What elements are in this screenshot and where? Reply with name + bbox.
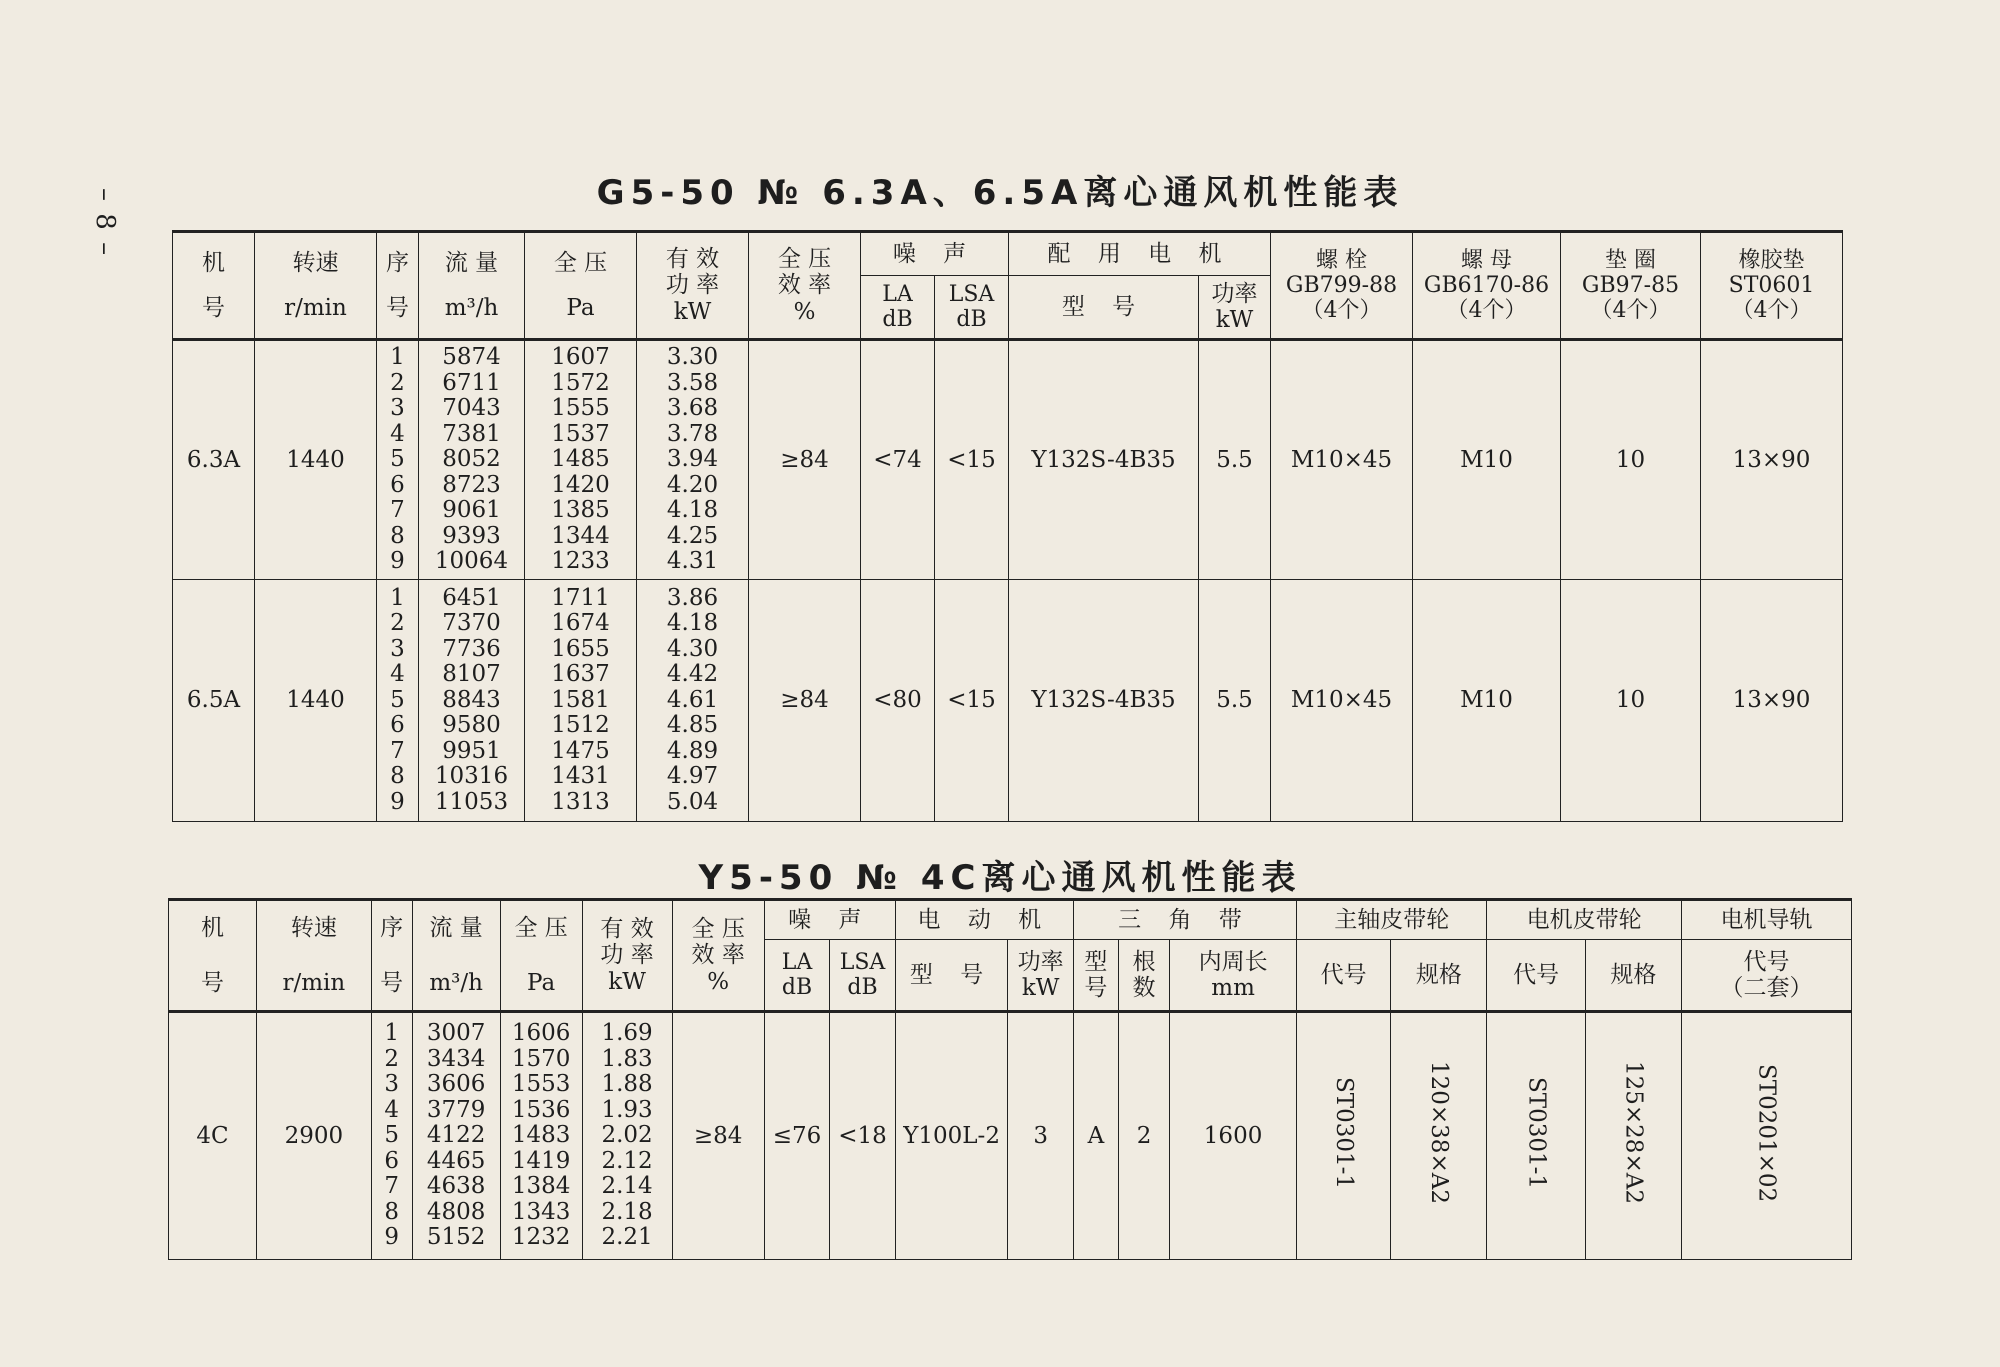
motor-pulley-code-text: ST0301-1 [1523,1076,1550,1189]
belt-length-cell: 1600 [1170,1012,1297,1260]
motor-model-cell: Y132S-4B35 [1009,580,1199,822]
speed-cell: 2900 [257,1012,372,1260]
table1 [172,230,1843,822]
lsa-cell: <15 [935,580,1009,822]
motor-model-cell: Y132S-4B35 [1009,340,1199,580]
table1-group-6-3a [173,340,1843,580]
main-pulley-spec-text: 120×38×A2 [1426,1061,1453,1205]
header-main-pulley-code: 代号 [1297,940,1391,1012]
header-nut: 螺 母 GB6170-86 （4个） [1413,232,1561,340]
header-la: LA dB [861,276,935,340]
motor-model-cell: Y100L-2 [895,1012,1008,1260]
rubber-pad-cell: 13×90 [1701,340,1843,580]
flow-list: 6451 7370 7736 8107 8843 9580 9951 10316 11053 [419,580,525,822]
header-seq: 序 号 [377,232,419,340]
header-flow: 流 量 m³/h [412,900,500,1012]
rubber-pad-cell: 13×90 [1701,580,1843,822]
page-number: – 8 – [90,188,120,258]
header-rubber-pad: 橡胶垫 ST0601 （4个） [1701,232,1843,340]
nut-cell: M10 [1413,580,1561,822]
lsa-cell: <15 [935,340,1009,580]
header-motor-pulley: 电机皮带轮 [1487,900,1681,940]
header-motor: 电 动 机 [895,900,1073,940]
header-speed: 转速 r/min [257,900,372,1012]
bolt-cell: M10×45 [1271,580,1413,822]
header-flow: 流 量 m³/h [419,232,525,340]
motor-pulley-spec-cell [1585,1012,1681,1260]
header-power: 有 效 功 率 kW [582,900,672,1012]
header-bolt: 螺 栓 GB799-88 （4个） [1271,232,1413,340]
table1-group-6-5a [173,580,1843,822]
header-motor-power: 功率 kW [1008,940,1074,1012]
la-cell: <80 [861,580,935,822]
flow-list: 5874 6711 7043 7381 8052 8723 9061 9393 10064 [419,340,525,580]
header-washer: 垫 圈 GB97-85 （4个） [1561,232,1701,340]
motor-power-cell: 5.5 [1199,340,1271,580]
motor-power-cell: 3 [1008,1012,1074,1260]
header-machine: 机 号 [173,232,255,340]
main-pulley-code-text: ST0301-1 [1330,1076,1357,1189]
header-seq: 序 号 [371,900,412,1012]
lsa-cell: <18 [830,1012,896,1260]
header-pressure: 全 压 Pa [525,232,637,340]
la-cell: ≤76 [764,1012,830,1260]
header-motor-pulley-code: 代号 [1487,940,1585,1012]
speed-cell: 1440 [255,340,377,580]
washer-cell: 10 [1561,340,1701,580]
header-motor-model: 型 号 [1009,276,1199,340]
header-power: 有 效 功 率 kW [637,232,749,340]
header-pressure: 全 压 Pa [500,900,582,1012]
motor-pulley-code-cell [1487,1012,1585,1260]
seq-list: 1 2 3 4 5 6 7 8 9 [371,1012,412,1260]
header-motor-pulley-spec: 规格 [1585,940,1681,1012]
belt-count-cell: 2 [1118,1012,1169,1260]
header-belt-count: 根 数 [1118,940,1169,1012]
header-motor-model: 型 号 [895,940,1008,1012]
pressure-list: 1711 1674 1655 1637 1581 1512 1475 1431 1313 [525,580,637,822]
efficiency-cell: ≥84 [672,1012,764,1260]
header-lsa: LSA dB [935,276,1009,340]
header-rail-code: 代号 （二套） [1681,940,1851,1012]
seq-list: 1 2 3 4 5 6 7 8 9 [377,340,419,580]
header-belt-length: 内周长 mm [1170,940,1297,1012]
main-pulley-code-cell [1297,1012,1391,1260]
header-rail: 电机导轨 [1681,900,1851,940]
header-belt-type: 型 号 [1073,940,1118,1012]
efficiency-cell: ≥84 [749,340,861,580]
power-list: 1.69 1.83 1.88 1.93 2.02 2.12 2.14 2.18 2.21 [582,1012,672,1260]
bolt-cell: M10×45 [1271,340,1413,580]
machine-cell: 6.5A [173,580,255,822]
pressure-list: 1606 1570 1553 1536 1483 1419 1384 1343 1232 [500,1012,582,1260]
header-lsa: LSA dB [830,940,896,1012]
header-motor: 配 用 电 机 [1009,232,1271,276]
header-motor-power: 功率 kW [1199,276,1271,340]
flow-list: 3007 3434 3606 3779 4122 4465 4638 4808 5152 [412,1012,500,1260]
header-efficiency: 全 压 效 率 % [749,232,861,340]
header-main-pulley-spec: 规格 [1391,940,1487,1012]
motor-pulley-spec-text: 125×28×A2 [1620,1061,1647,1205]
efficiency-cell: ≥84 [749,580,861,822]
header-efficiency: 全 压 效 率 % [672,900,764,1012]
motor-power-cell: 5.5 [1199,580,1271,822]
belt-type-cell: A [1073,1012,1118,1260]
table2-row-4c [169,1012,1852,1260]
table1-title: G5-50 № 6.3A、6.5A离心通风机性能表 [596,173,1404,213]
table2 [168,898,1852,1260]
speed-cell: 1440 [255,580,377,822]
header-noise: 噪 声 [861,232,1009,276]
main-pulley-spec-cell [1391,1012,1487,1260]
la-cell: <74 [861,340,935,580]
table2-title: Y5-50 № 4C离心通风机性能表 [698,858,1302,898]
machine-cell: 6.3A [173,340,255,580]
header-main-pulley: 主轴皮带轮 [1297,900,1487,940]
power-list: 3.86 4.18 4.30 4.42 4.61 4.85 4.89 4.97 5.04 [637,580,749,822]
header-machine: 机 号 [169,900,257,1012]
power-list: 3.30 3.58 3.68 3.78 3.94 4.20 4.18 4.25 4.31 [637,340,749,580]
pressure-list: 1607 1572 1555 1537 1485 1420 1385 1344 1233 [525,340,637,580]
machine-cell: 4C [169,1012,257,1260]
header-la: LA dB [764,940,830,1012]
header-belt: 三 角 带 [1073,900,1296,940]
seq-list: 1 2 3 4 5 6 7 8 9 [377,580,419,822]
header-speed: 转速 r/min [255,232,377,340]
rail-code-cell [1681,1012,1851,1260]
rail-code-text: ST0201×02 [1753,1063,1780,1202]
header-noise: 噪 声 [764,900,895,940]
nut-cell: M10 [1413,340,1561,580]
washer-cell: 10 [1561,580,1701,822]
